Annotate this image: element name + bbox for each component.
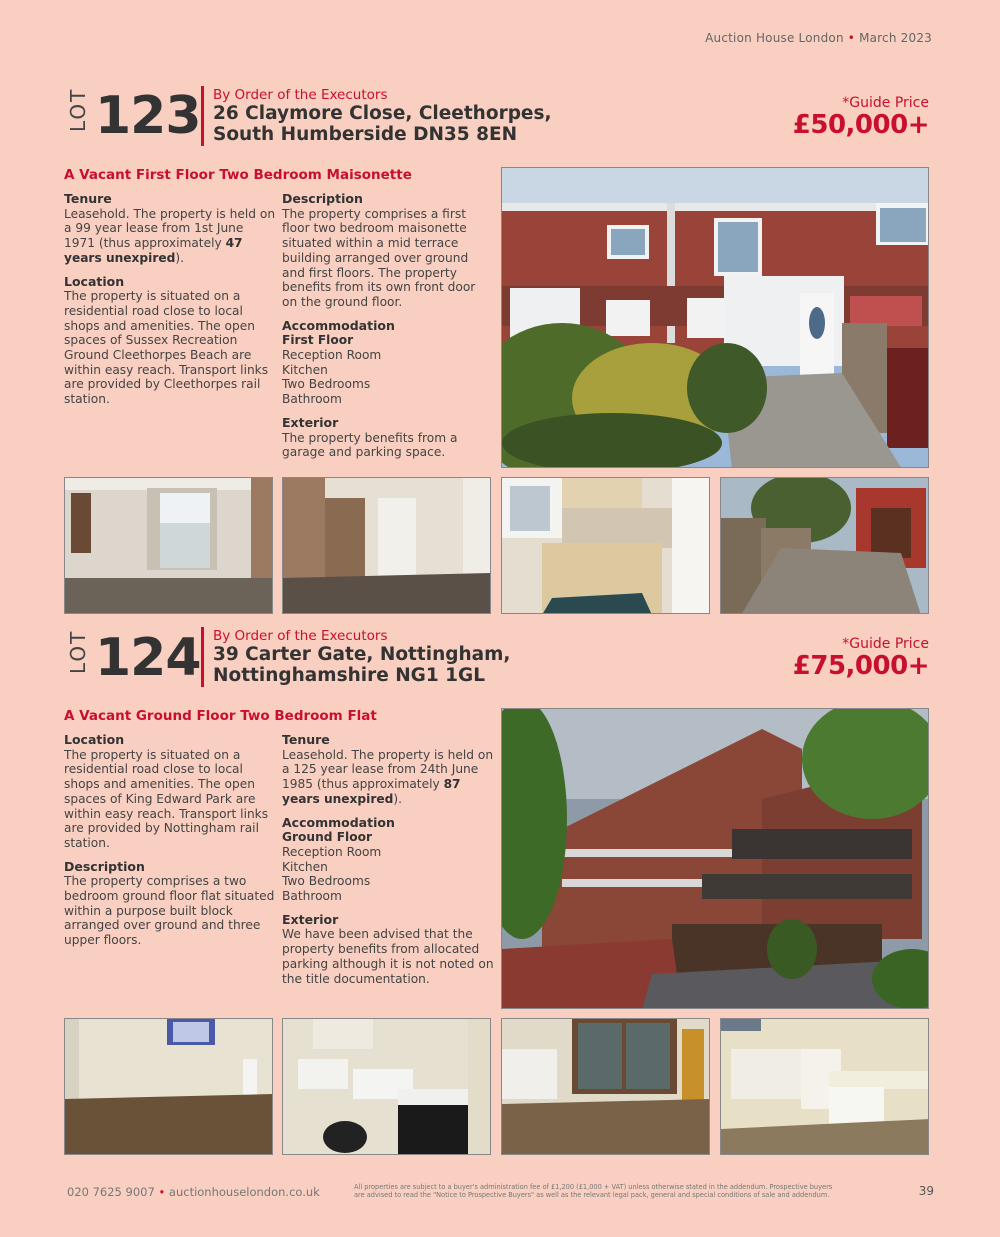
lot-number: 123 <box>95 86 201 146</box>
guide-price-label: *Guide Price <box>842 95 929 111</box>
sale-order: By Order of the Executors <box>213 628 388 644</box>
description-heading: Description <box>64 858 145 874</box>
property-photo-garden <box>720 477 929 614</box>
details-column-left <box>64 733 276 957</box>
guide-price: £50,000+ <box>792 110 929 140</box>
room-item: Two Bedrooms <box>282 377 371 392</box>
accommodation-heading: Accommodation <box>282 317 395 333</box>
page-number: 39 <box>918 1184 934 1198</box>
property-photo-reception <box>501 1018 710 1155</box>
page-header <box>705 31 932 45</box>
accommodation-list <box>282 830 494 904</box>
tenure-heading: Tenure <box>282 732 330 747</box>
tenure-heading: Tenure <box>64 191 112 206</box>
main-property-photo <box>501 167 929 468</box>
brand-name: Auction House London <box>705 31 844 45</box>
tenure-text: Leasehold. The property is held on a 99 year lease from 1st June 1971 (thus approximately 47 years unexpired). <box>64 206 276 265</box>
lot-label: LOT <box>66 87 90 132</box>
room-item: Bathroom <box>282 889 342 904</box>
exterior-text: We have been advised that the property benefits from allocated parking although it is not noted on the title documentation. <box>282 927 494 986</box>
room-item: Bathroom <box>282 392 342 407</box>
property-title: A Vacant Ground Floor Two Bedroom Flat <box>64 708 377 724</box>
accommodation-list <box>282 333 494 407</box>
property-photo-bathroom <box>282 1018 491 1155</box>
lot-divider <box>201 86 204 146</box>
floor-heading: Ground Floor <box>282 830 372 845</box>
footer-contact <box>67 1185 320 1199</box>
floor-heading: First Floor <box>282 333 354 348</box>
property-photo-bedroom <box>64 477 273 614</box>
exterior-heading: Exterior <box>282 414 339 430</box>
phone-number[interactable]: 020 7625 9007 <box>67 1185 155 1199</box>
accommodation-heading: Accommodation <box>282 814 395 830</box>
main-property-photo <box>501 708 929 1009</box>
location-text: The property is situated on a residential road close to local shops and amenities. The open spaces of King Edward Park are within easy reach. Transport links are provided by Nottingham rail station. <box>64 747 269 850</box>
header-separator: • <box>847 31 856 45</box>
website-link[interactable]: auctionhouselondon.co.uk <box>168 1185 320 1199</box>
details-column-right <box>282 733 494 995</box>
address-line-2: South Humberside DN35 8EN <box>213 124 518 145</box>
room-item: Kitchen <box>282 859 328 874</box>
property-photo-room <box>282 477 491 614</box>
property-address <box>213 103 552 145</box>
property-address <box>213 644 510 686</box>
tenure-text: Leasehold. The property is held on a 125 year lease from 24th June 1985 (thus approximately 87 years unexpired). <box>282 747 494 806</box>
location-heading: Location <box>64 732 125 747</box>
room-item: Two Bedrooms <box>282 874 371 889</box>
lot-number: 124 <box>95 628 201 688</box>
description-heading: Description <box>282 191 363 206</box>
issue-date: March 2023 <box>859 31 932 45</box>
room-item: Reception Room <box>282 348 382 363</box>
property-title: A Vacant First Floor Two Bedroom Maisonette <box>64 167 412 183</box>
location-heading: Location <box>64 273 125 289</box>
address-line-1: 39 Carter Gate, Nottingham, <box>213 644 511 665</box>
room-item: Reception Room <box>282 844 382 859</box>
details-column-right <box>282 192 494 469</box>
room-item: Kitchen <box>282 362 328 377</box>
location-text: The property is situated on a residential road close to local shops and amenities. The open spaces of Sussex Recreation Ground Cleethorpes Beach are within easy reach. Transport links are provided by Cleethorpes rail station. <box>64 289 269 407</box>
address-line-2: Nottinghamshire NG1 1GL <box>213 665 486 686</box>
sale-order: By Order of the Executors <box>213 87 388 103</box>
guide-price: £75,000+ <box>792 651 929 681</box>
lot-divider <box>201 627 204 687</box>
property-photo-bedroom <box>64 1018 273 1155</box>
description-text: The property comprises a two bedroom ground floor flat situated within a purpose built block arranged over ground and three upper floors. <box>64 874 275 948</box>
lot-label: LOT <box>66 629 90 674</box>
property-photo-kitchen <box>720 1018 929 1155</box>
footer-disclaimer: All properties are subject to a buyer's administration fee of £1,200 (£1,000 + VAT) unless otherwise stated in the addendum. Prospective buyers are advised to read the "Notice to Prospective Buyers" as well as the relevant legal pack, general and special conditions of sale and addendum. <box>354 1183 833 1199</box>
property-photo-kitchen <box>501 477 710 614</box>
description-text: The property comprises a first floor two bedroom maisonette situated within a mid terrace building arranged over ground and first floors. The property benefits from its own front door on the ground floor. <box>282 206 476 309</box>
footer-separator: • <box>158 1185 166 1199</box>
exterior-text: The property benefits from a garage and parking space. <box>282 430 458 460</box>
guide-price-label: *Guide Price <box>842 636 929 652</box>
details-column-left <box>64 192 276 416</box>
address-line-1: 26 Claymore Close, Cleethorpes, <box>213 103 552 124</box>
exterior-heading: Exterior <box>282 911 339 927</box>
